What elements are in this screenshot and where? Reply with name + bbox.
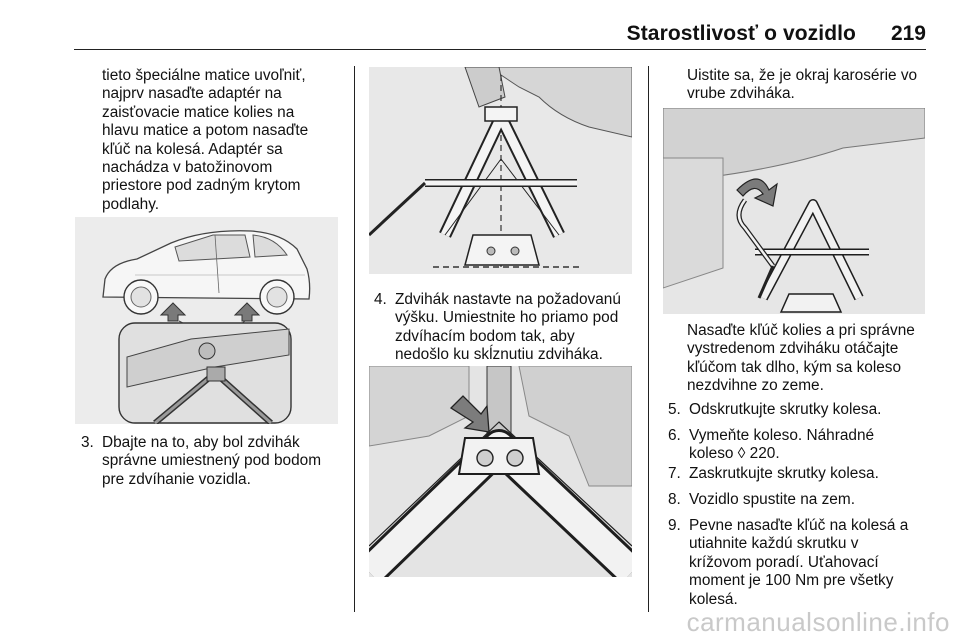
step-line: Zdvihák nastavte na požadovanú <box>395 291 621 308</box>
step-line: Zaskrutkujte skrutky kolesa. <box>689 465 879 482</box>
step-line: kolesá. <box>689 590 738 608</box>
step-line: koleso ◊ 220. <box>689 445 780 463</box>
step-text <box>689 401 881 419</box>
step-text <box>395 291 621 365</box>
watermark: carmanualsonline.info <box>686 607 950 637</box>
step-line: Vozidlo spustite na zem. <box>689 491 855 508</box>
para-line: vystredenom zdviháku otáčajte <box>687 340 899 358</box>
para-line: vrube zdviháka. <box>687 85 795 103</box>
step-line: správne umiestnený pod bodom <box>102 452 322 470</box>
step-line: Odskrutkujte skrutky kolesa. <box>689 401 882 418</box>
step-text <box>102 434 321 489</box>
intro-line: hlavu matice a potom nasaďte <box>102 122 309 140</box>
step-line: Vymeňte koleso. Náhradné <box>689 427 875 444</box>
step-number: 4. <box>374 291 387 308</box>
step-line: moment je 100 Nm pre všetky <box>689 572 894 590</box>
step-line: Dbajte na to, aby bol zdvihák <box>102 434 300 451</box>
scissor-jack-illustration <box>369 67 632 274</box>
step-number: 9. <box>668 517 681 534</box>
step-text <box>689 491 855 509</box>
rim-check-paragraph <box>687 67 917 104</box>
intro-line: tieto špeciálne matice uvoľniť, <box>102 67 306 84</box>
step-number: 3. <box>81 434 94 451</box>
column-divider-1 <box>354 66 355 612</box>
para-line: nezdvihne zo zeme. <box>687 377 824 395</box>
car-lifting-points-illustration <box>75 217 338 424</box>
step-number: 7. <box>668 465 681 482</box>
step-number: 6. <box>668 427 681 444</box>
step-text <box>689 517 908 609</box>
para-line: Nasaďte kľúč kolies a pri správne <box>687 322 915 339</box>
intro-line: kľúč na kolesá. Adaptér sa <box>102 140 283 158</box>
step-line: výšku. Umiestnite ho priamo pod <box>395 309 619 327</box>
intro-paragraph <box>102 67 308 214</box>
step-line: utiahnite každú skrutku v <box>689 535 859 553</box>
step-line: krížovom poradí. Uťahovací <box>689 553 879 571</box>
intro-line: zaisťovacie matice kolies na <box>102 103 295 121</box>
page-number: 219 <box>890 22 926 45</box>
intro-line: najprv nasaďte adaptér na <box>102 85 282 103</box>
wrench-on-jack-illustration <box>663 108 925 314</box>
wrench-paragraph <box>687 322 915 396</box>
step-line: Pevne nasaďte kľúč na kolesá a <box>689 517 909 534</box>
page-header <box>74 14 926 50</box>
page-title: Starostlivosť o vozidlo <box>626 22 856 45</box>
step-line: zdvíhacím bodom tak, aby <box>395 327 575 345</box>
intro-line: priestore pod zadným krytom <box>102 177 301 195</box>
jack-head-closeup-illustration <box>369 366 632 577</box>
intro-line: podlahy. <box>102 195 160 213</box>
step-number: 8. <box>668 491 681 508</box>
step-line: pre zdvíhanie vozidla. <box>102 470 251 488</box>
para-line: Uistite sa, že je okraj karosérie vo <box>687 67 918 84</box>
step-text <box>689 427 874 464</box>
para-line: kľúčom tak dlho, kým sa koleso <box>687 358 902 376</box>
step-line: nedošlo ku skĺznutiu zdviháka. <box>395 346 603 364</box>
step-number: 5. <box>668 401 681 418</box>
intro-line: nachádza v batožinovom <box>102 159 273 177</box>
step-text <box>689 465 879 483</box>
column-divider-2 <box>648 66 649 612</box>
